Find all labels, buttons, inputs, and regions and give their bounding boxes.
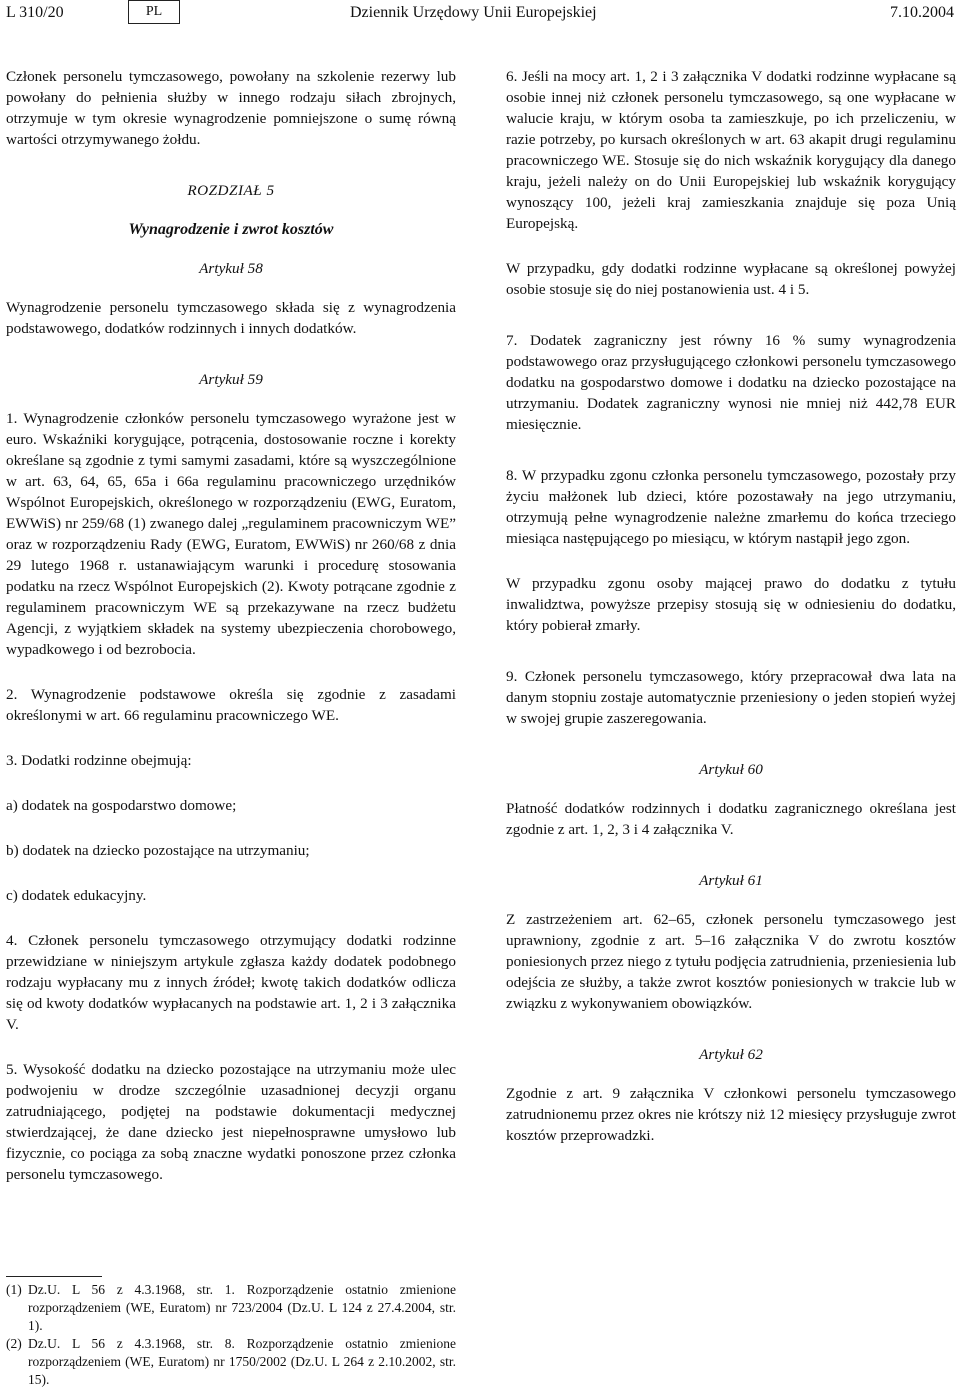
left-column [6,66,456,1185]
list-item-b: b) dodatek na dziecko pozostające na utrzymaniu; [6,842,310,859]
page-header [0,0,960,28]
footnote-text: Dz.U. L 56 z 4.3.1968, str. 1. Rozporządzenie ostatnio zmienione rozporządzeniem (WE, Euratom) nr 723/2004 (Dz.U. L 124 z 27.4.2004, str. 1). [28,1282,456,1333]
footnotes [6,1276,456,1389]
issue-number: L 310/20 [6,4,64,21]
article-59-paragraph-8b: W przypadku zgonu osoby mającej prawo do dodatku z tytułu inwalidztwa, powyższe przepisy stosują się w odniesieniu do dodatku, który pobierał zmarły. [506,575,956,634]
footnote-divider [6,1276,102,1277]
article-61-heading: Artykuł 61 [699,872,763,889]
footnote-number: (1) [6,1282,22,1297]
article-59-heading: Artykuł 59 [199,371,263,388]
issue-date: 7.10.2004 [890,4,954,21]
intro-paragraph: Członek personelu tymczasowego, powołany na szkolenie rezerwy lub powołany do pełnienia służby w innego rodzaju siłach zbrojnych, otrzymuje w tym okresie wynagrodzenie pomniejszone o sumę równą wartości otrzymywanego żołdu. [6,68,456,148]
language-badge: PL [128,0,180,24]
article-58-text: Wynagrodzenie personelu tymczasowego składa się z wynagrodzenia podstawowego, dodatków rodzinnych i innych dodatków. [6,299,456,337]
footnote-2 [6,1335,456,1389]
article-61-text: Z zastrzeżeniem art. 62–65, członek personelu tymczasowego jest uprawniony, zgodnie z art. 5–16 załącznika V do zwrotu kosztów poniesionych przez niego z tytułu podjęcia zatrudnienia, przeniesienia lub odejścia ze służby, a także zwrot kosztów poniesionych w trakcie lub w związku z wykonywaniem obowiązków. [506,911,956,1012]
list-item-c: c) dodatek edukacyjny. [6,887,147,904]
article-58-heading: Artykuł 58 [199,260,263,277]
article-60-heading: Artykuł 60 [699,761,763,778]
chapter-number: ROZDZIAŁ 5 [187,182,275,199]
article-59-paragraph-4: 4. Członek personelu tymczasowego otrzymujący dodatki rodzinne przewidziane w niniejszym artykule zgłasza każdy dodatek podobnego rodzaju wypłacany mu z innych źródeł; kwotę takich dodatków odlicza się od kwoty dodatków wypłacanych na podstawie art. 1, 2 i 3 załącznika V. [6,932,456,1033]
footnote-text: Dz.U. L 56 z 4.3.1968, str. 8. Rozporządzenie ostatnio zmienione rozporządzeniem (WE, Euratom) nr 1750/2002 (Dz.U. L 264 z 2.10.2002, str. 15). [28,1336,456,1387]
article-59-paragraph-9: 9. Członek personelu tymczasowego, który przepracował dwa lata na danym stopniu zostaje automatycznie przeniesiony o jeden stopień wyżej w swojej grupie zaszeregowania. [506,668,956,727]
footnote-number: (2) [6,1336,22,1351]
article-59-paragraph-8: 8. W przypadku zgonu członka personelu tymczasowego, pozostały przy życiu małżonek lub dzieci, które pozostawały na jego utrzymaniu, otrzymują pełne wynagrodzenie należne zmarłemu do końca trzeciego miesiąca następującego po miesiącu, w którym nastąpił jego zgon. [506,467,956,547]
journal-title: Dziennik Urzędowy Unii Europejskiej [350,4,597,21]
article-59-paragraph-6: 6. Jeśli na mocy art. 1, 2 i 3 załącznika V dodatki rodzinne wypłacane są osobie innej niż członek personelu tymczasowego, są one wypłacane w walucie kraju, w którym osoba ta zamieszkuje, po ich przeliczeniu, w razie potrzeby, po kursach określonych w art. 63 akapit drugi regulaminu pracowniczego WE. Stosuje się do nich wskaźnik korygujący dla danego kraju, jeżeli należy on do Unii Europejskiej lub wskaźnik korygujący wynoszący 100, jeżeli kraj zamieszkania znajduje się poza Unią Europejską. [506,68,956,232]
article-59-paragraph-6b: W przypadku, gdy dodatki rodzinne wypłacane są określonej powyżej osobie stosuje się do niej postanowienia ust. 4 i 5. [506,260,956,298]
article-59-paragraph-2: 2. Wynagrodzenie podstawowe określa się zgodnie z zasadami określonymi w art. 66 regulaminu pracowniczego WE. [6,686,456,724]
article-62-text: Zgodnie z art. 9 załącznika V członkowi personelu tymczasowego zatrudnionemu przez okres nie krótszy niż 12 miesięcy przysługuje zwrot kosztów przeprowadzki. [506,1085,956,1144]
article-59-paragraph-1: 1. Wynagrodzenie członków personelu tymczasowego wyrażone jest w euro. Wskaźniki korygujące, potrącenia, dostosowanie roczne i korekty określane są zgodnie z tymi samymi zasadami, które są wyszczególnione w art. 63, 64, 65, 65a i 66a regulaminu pracowniczego urzędników Wspólnot Europejskich, określonego w rozporządzeniu (EWG, Euratom, EWWiS) nr 259/68 (1) zwanego dalej „regulaminem pracowniczym WE” oraz w rozporządzeniu Rady (EWG, Euratom, EWWiS) nr 260/68 z dnia 29 lutego 1968 r. ustanawiającym warunki i procedurę stosowania podatku na rzecz Wspólnot Europejskich (2). Kwoty potrącane zgodnie z regulaminem pracowniczym WE są przekazywane na rzecz budżetu Agencji, z wyjątkiem składek na systemy ubezpieczenia chorobowego, wypadkowego i od bezrobocia. [6,410,456,658]
right-column [506,66,956,1146]
article-62-heading: Artykuł 62 [699,1046,763,1063]
article-59-paragraph-3: 3. Dodatki rodzinne obejmują: [6,752,192,769]
article-59-paragraph-7: 7. Dodatek zagraniczny jest równy 16 % sumy wynagrodzenia podstawowego oraz przysługującego członkowi personelu tymczasowego dodatku na gospodarstwo domowe i dodatku na dziecko pozostające na utrzymaniu. Dodatek zagraniczny wynosi nie mniej niż 442,78 EUR miesięcznie. [506,332,956,433]
footnote-1 [6,1281,456,1335]
chapter-title: Wynagrodzenie i zwrot kosztów [128,221,334,238]
list-item-a: a) dodatek na gospodarstwo domowe; [6,797,237,814]
article-59-paragraph-5: 5. Wysokość dodatku na dziecko pozostające na utrzymaniu może ulec podwojeniu w drodze szczególnie uzasadnionej decyzji organu zatrudniającego, podjętej na podstawie dokumentacji medycznej stwierdzającej, że dane dziecko jest niepełnosprawne umysłowo lub fizycznie, co pociąga za sobą znaczne wydatki ponoszone przez członka personelu tymczasowego. [6,1061,456,1183]
article-60-text: Płatność dodatków rodzinnych i dodatku zagranicznego określana jest zgodnie z art. 1, 2, 3 i 4 załącznika V. [506,800,956,838]
